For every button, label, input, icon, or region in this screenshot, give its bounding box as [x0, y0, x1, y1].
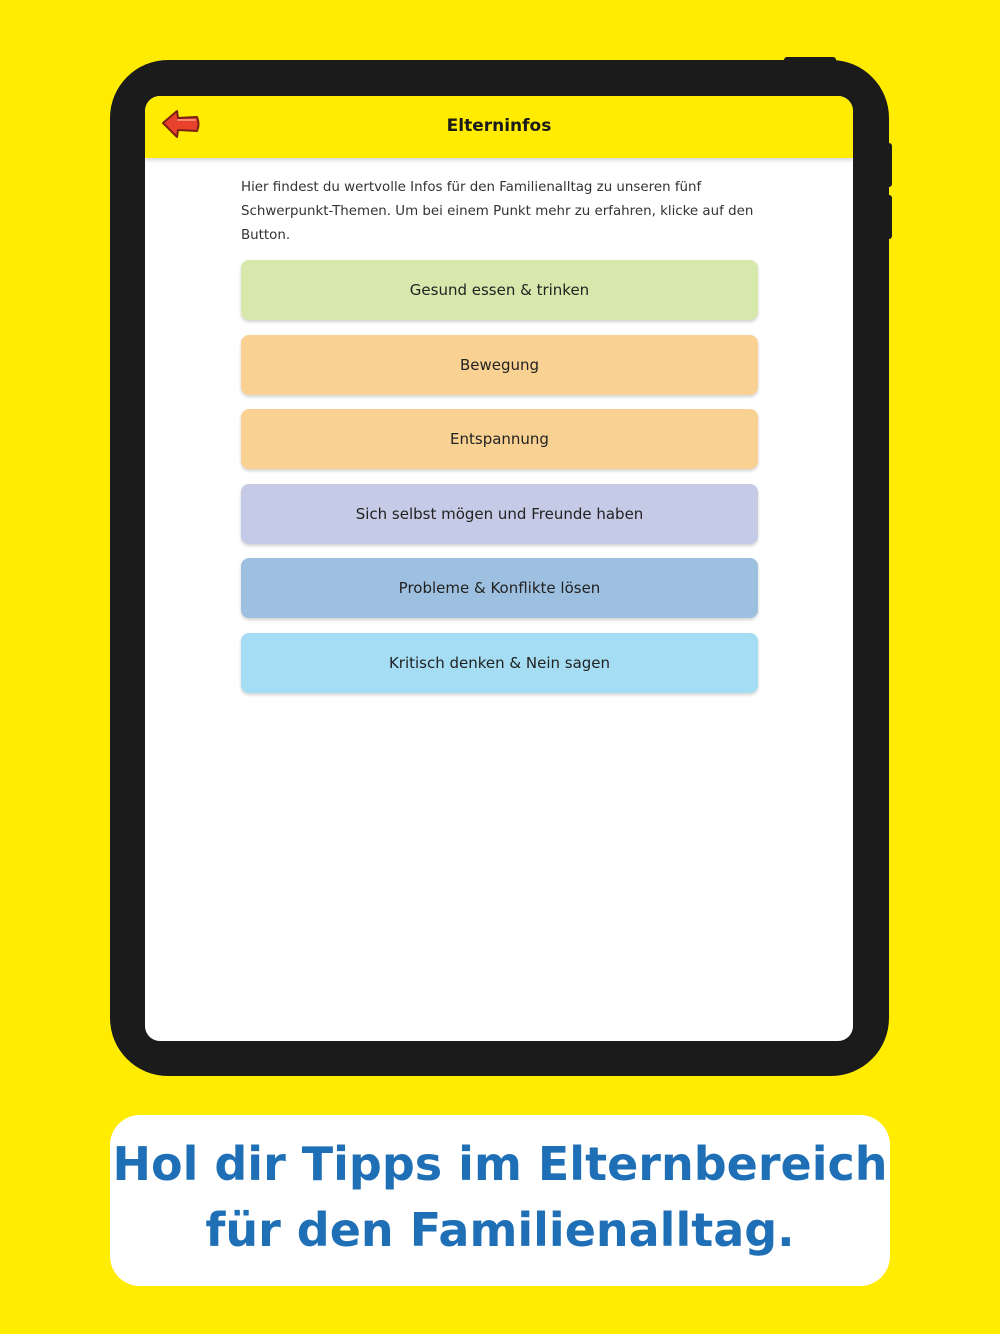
caption-box	[110, 1115, 890, 1286]
caption-line-2: für den Familienalltag.	[205, 1203, 795, 1257]
topic-button-gesund-essen[interactable]: Gesund essen & trinken	[241, 260, 758, 320]
page-title: Elterninfos	[446, 116, 552, 136]
topic-button-probleme-konflikte[interactable]: Probleme & Konflikte lösen	[241, 558, 758, 618]
topic-button-sich-selbst-moegen[interactable]: Sich selbst mögen und Freunde haben	[241, 484, 758, 544]
topic-button-bewegung[interactable]: Bewegung	[241, 335, 758, 395]
topic-button-entspannung[interactable]: Entspannung	[241, 409, 758, 469]
app-screen	[145, 96, 853, 1041]
intro-text: Hier findest du wertvolle Infos für den Familienalltag zu unseren fünf Schwerpunkt-Themen. Um bei einem Punkt mehr zu erfahren, klicke auf den Button.	[241, 180, 754, 243]
caption-line-1: Hol dir Tipps im Elternbereich	[112, 1137, 888, 1191]
topic-button-kritisch-denken[interactable]: Kritisch denken & Nein sagen	[241, 633, 758, 693]
app-header	[145, 96, 853, 158]
